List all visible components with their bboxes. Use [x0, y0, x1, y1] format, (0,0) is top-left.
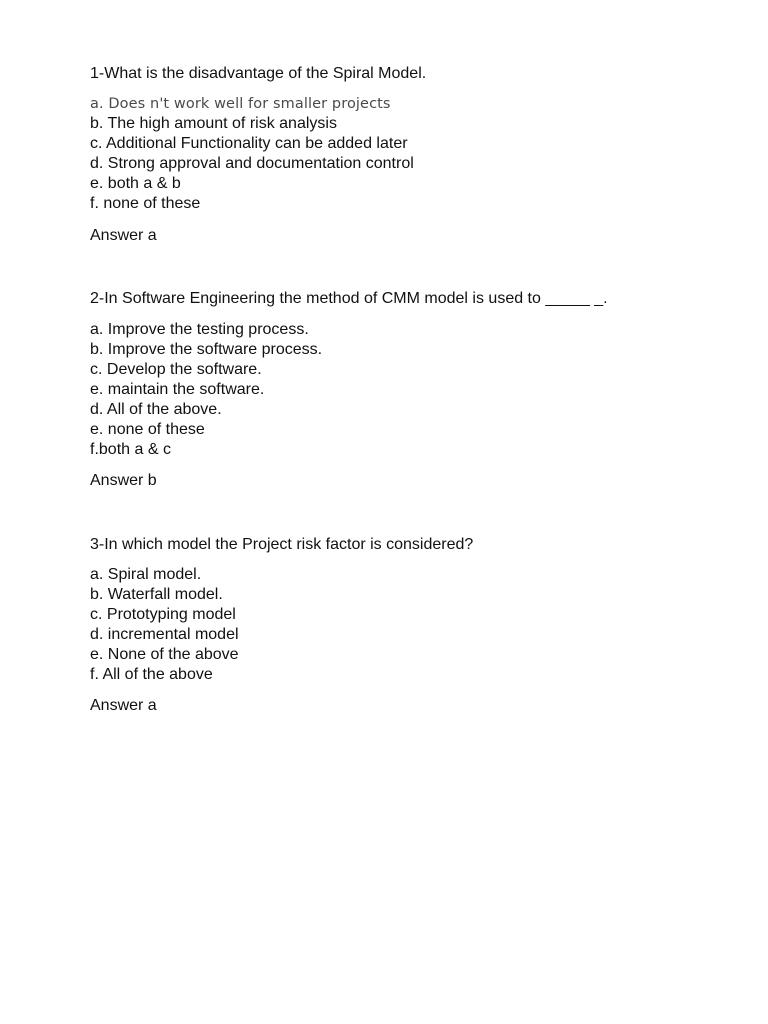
answer-text: Answer b: [90, 472, 157, 489]
option-item: e. both a & b: [90, 175, 181, 192]
option-item: f. All of the above: [90, 666, 213, 683]
option-item: b. The high amount of risk analysis: [90, 115, 337, 132]
option-item: c. Additional Functionality can be added later: [90, 135, 408, 152]
option-item: d. incremental model: [90, 626, 239, 643]
option-item: f. none of these: [90, 195, 201, 212]
option-list: [90, 565, 730, 685]
option-item: b. Improve the software process.: [90, 341, 323, 358]
option-item: a. Spiral model.: [90, 566, 202, 583]
question-block-3: [90, 535, 730, 716]
answer-text: Answer a: [90, 227, 157, 244]
option-item: c. Prototyping model: [90, 606, 236, 623]
option-list: [90, 94, 730, 214]
option-item: e. None of the above: [90, 646, 239, 663]
option-item: c. Develop the software.: [90, 361, 262, 378]
option-item: d. All of the above.: [90, 401, 222, 418]
answer-text: Answer a: [90, 697, 157, 714]
question-block-2: [90, 289, 730, 491]
option-item: f.both a & c: [90, 441, 171, 458]
option-list: [90, 320, 730, 460]
question-text: 1-What is the disadvantage of the Spiral Model.: [90, 65, 427, 82]
option-item: e. none of these: [90, 421, 205, 438]
question-text: 2-In Software Engineering the method of CMM model is used to _____ _.: [90, 290, 608, 307]
option-item: a. Does n't work well for smaller projects: [90, 96, 391, 112]
option-item: d. Strong approval and documentation control: [90, 155, 414, 172]
question-block-1: [90, 64, 730, 246]
option-item: a. Improve the testing process.: [90, 321, 309, 338]
option-item: b. Waterfall model.: [90, 586, 223, 603]
option-item: e. maintain the software.: [90, 381, 265, 398]
question-text: 3-In which model the Project risk factor is considered?: [90, 536, 474, 553]
